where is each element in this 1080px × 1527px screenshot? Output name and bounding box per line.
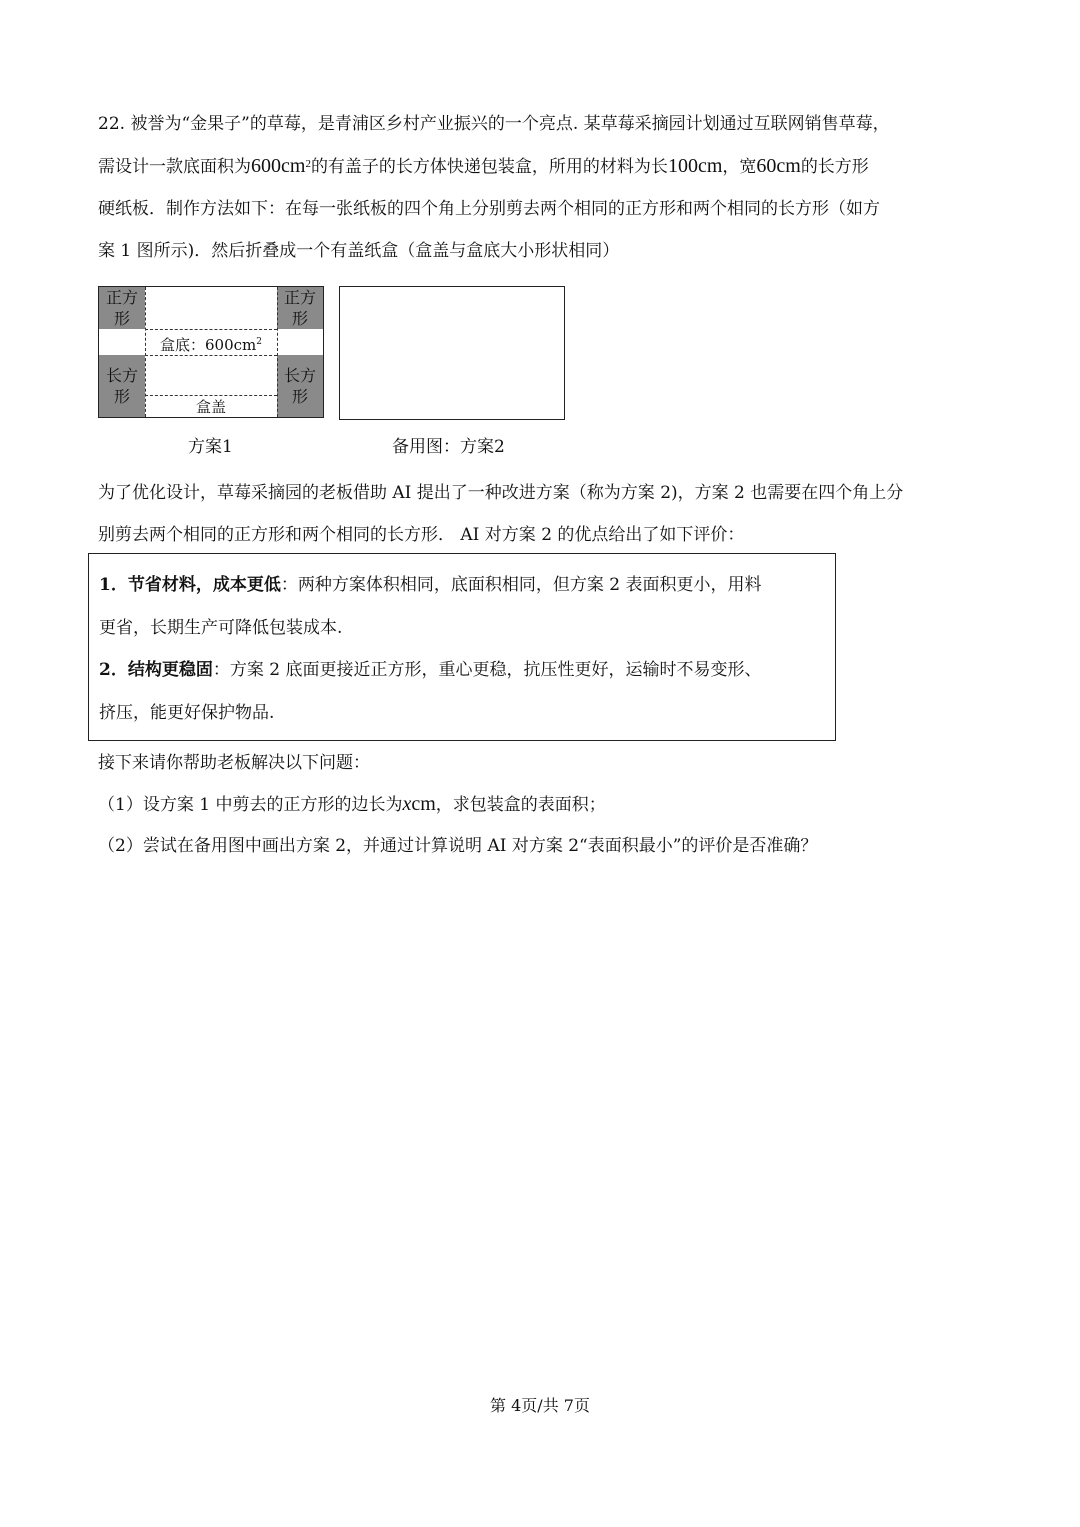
- scheme-1-caption: 方案1: [188, 437, 233, 457]
- square-label-right: 正方 形: [283, 288, 316, 328]
- question-1-variable: xcm: [402, 793, 436, 815]
- eval-item-2-cont: 挤压，能更好保护物品.: [99, 703, 275, 723]
- board-length: 100cm: [667, 155, 723, 177]
- eval-item-2: [99, 659, 761, 681]
- problem-line-2-d: 的长方形: [800, 157, 869, 177]
- page-number: 第 4页/共 7页: [490, 1396, 590, 1415]
- question-1: [98, 793, 606, 816]
- square-label-left: 正方 形: [105, 288, 138, 328]
- fold-line-lower: [145, 395, 277, 396]
- board-width: 60cm: [756, 155, 801, 177]
- scheme-2-blank-diagram: [339, 286, 565, 420]
- problem-line-2-c: ，宽: [722, 157, 757, 177]
- problem-line-2: [98, 155, 869, 178]
- problem-line-2-b: 的有盖子的长方体快递包装盒，所用的材料为长: [310, 157, 668, 177]
- question-1-a: （1）设方案 1 中剪去的正方形的边长为: [98, 795, 403, 815]
- intro-line-1: 为了优化设计，草莓采摘园的老板借助 AI 提出了一种改进方案（称为方案 2)，方案 2 也需要在四个角上分: [98, 483, 904, 503]
- eval-item-1: [99, 574, 761, 596]
- fold-line-upper: [145, 329, 277, 330]
- question-2: （2）尝试在备用图中画出方案 2，并通过计算说明 AI 对方案 2“表面积最小”的评价是否准确？: [98, 836, 818, 856]
- scheme-2-caption: 备用图：方案2: [392, 437, 505, 457]
- eval-item-1-text: ：两种方案体积相同，底面积相同，但方案 2 表面积更小，用料: [280, 575, 762, 595]
- eval-item-1-cont: 更省，长期生产可降低包装成本.: [99, 618, 343, 638]
- box-base-label: 盒底：$600cm^2$: [160, 336, 262, 354]
- problem-line-4: 案 1 图所示)．然后折叠成一个有盖纸盒（盒盖与盒底大小形状相同）: [98, 241, 620, 261]
- scheme-1-diagram: [98, 286, 324, 418]
- eval-item-2-text: ：方案 2 底面更接近正方形，重心更稳，抗压性更好，运输时不易变形、: [212, 660, 762, 680]
- base-area-value: $600cm^2$: [251, 155, 311, 177]
- eval-item-1-title: 1．节省材料，成本更低: [99, 575, 281, 595]
- questions-lead: 接下来请你帮助老板解决以下问题：: [98, 753, 370, 773]
- box-lid-label: 盒盖: [195, 398, 226, 416]
- rect-label-left: 长方 形: [105, 366, 138, 406]
- problem-line-3: 硬纸板．制作方法如下：在每一张纸板的四个角上分别剪去两个相同的正方形和两个相同的长方形（如方: [98, 199, 880, 219]
- question-1-b: ，求包装盒的表面积；: [435, 795, 606, 815]
- ai-evaluation-box: [88, 553, 836, 741]
- problem-line-1: 22. 被誉为“金果子”的草莓，是青浦区乡村产业振兴的一个亮点. 某草莓采摘园计划通过互联网销售草莓，: [98, 114, 890, 134]
- rect-label-right: 长方 形: [283, 366, 316, 406]
- problem-line-2-a: 需设计一款底面积为: [98, 157, 251, 177]
- eval-item-2-title: 2．结构更稳固: [99, 660, 213, 680]
- intro-line-2: 别剪去两个相同的正方形和两个相同的长方形． AI 对方案 2 的优点给出了如下评价：: [98, 525, 745, 545]
